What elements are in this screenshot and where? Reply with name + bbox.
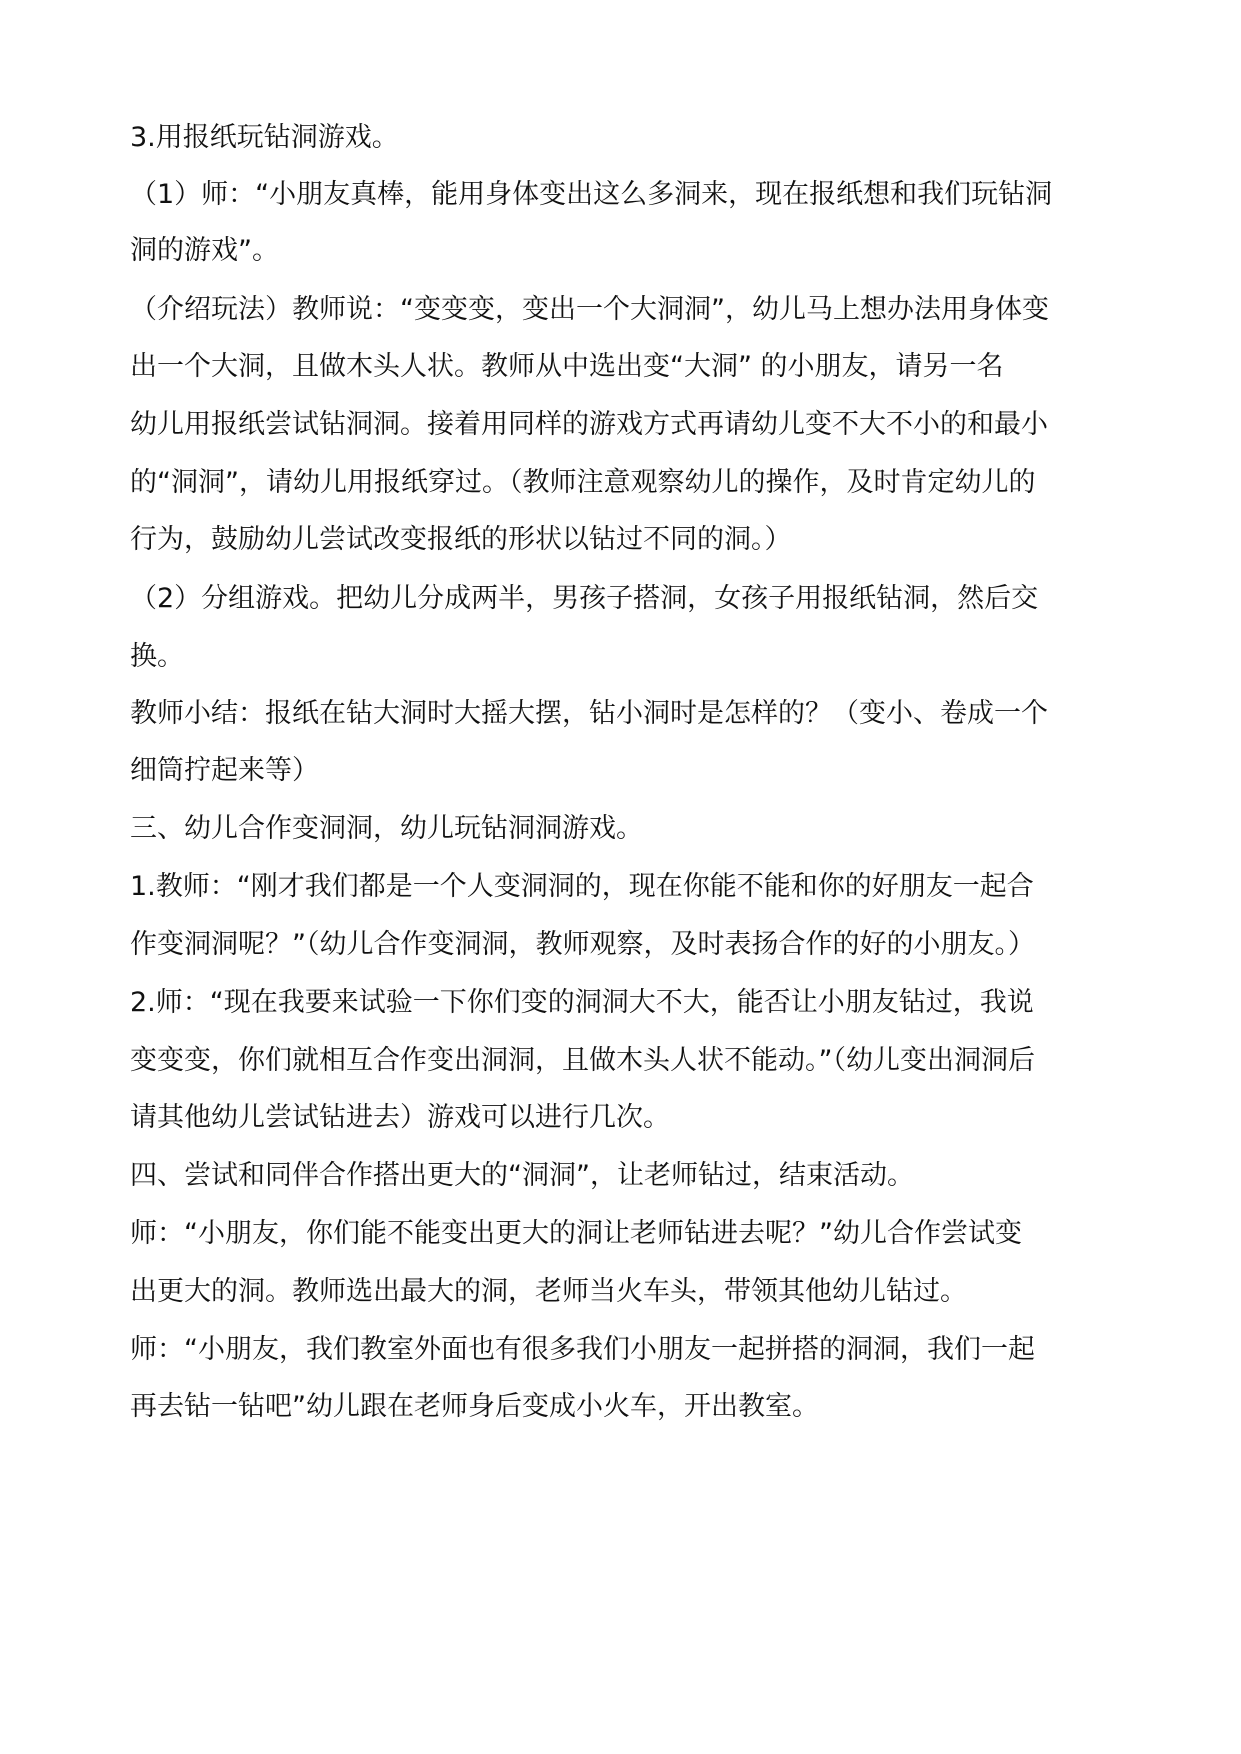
text-line-1: 3.用报纸玩钻洞游戏。	[130, 122, 399, 153]
text-line-4: （介绍玩法）教师说：“变变变，变出一个大洞洞”，幼儿马上想办法用身体变	[130, 294, 1049, 325]
text-line-15: 作变洞洞呢？”（幼儿合作变洞洞，教师观察，及时表扬合作的好的小朋友。）	[130, 929, 1035, 960]
text-line-20: 师：“小朋友，你们能不能变出更大的洞让老师钻进去呢？”幼儿合作尝试变	[130, 1218, 1022, 1249]
text-line-13: 三、幼儿合作变洞洞，幼儿玩钻洞洞游戏。	[130, 813, 643, 844]
text-line-12: 细筒拧起来等）	[130, 755, 319, 786]
text-line-5: 出一个大洞，且做木头人状。教师从中选出变“大洞” 的小朋友，请另一名	[130, 351, 1004, 382]
text-line-17: 变变变，你们就相互合作变出洞洞，且做木头人状不能动。”（幼儿变出洞洞后	[130, 1045, 1035, 1076]
text-line-19: 四、尝试和同伴合作搭出更大的“洞洞”，让老师钻过，结束活动。	[130, 1160, 914, 1191]
text-line-8: 行为，鼓励幼儿尝试改变报纸的形状以钻过不同的洞。）	[130, 524, 792, 555]
text-line-9: （2）分组游戏。把幼儿分成两半，男孩子搭洞，女孩子用报纸钻洞，然后交	[130, 583, 1039, 614]
text-line-3: 洞的游戏”。	[130, 235, 279, 266]
text-line-21: 出更大的洞。教师选出最大的洞，老师当火车头，带领其他幼儿钻过。	[130, 1276, 967, 1307]
text-line-16: 2.师：“现在我要来试验一下你们变的洞洞大不大，能否让小朋友钻过，我说	[130, 987, 1034, 1018]
text-line-6: 幼儿用报纸尝试钻洞洞。接着用同样的游戏方式再请幼儿变不大不小的和最小	[130, 409, 1048, 440]
text-line-22: 师：“小朋友，我们教室外面也有很多我们小朋友一起拼搭的洞洞，我们一起	[130, 1334, 1035, 1365]
text-line-11: 教师小结：报纸在钻大洞时大摇大摆，钻小洞时是怎样的？（变小、卷成一个	[130, 698, 1048, 729]
text-line-14: 1.教师：“刚才我们都是一个人变洞洞的，现在你能不能和你的好朋友一起合	[130, 871, 1034, 902]
text-line-18: 请其他幼儿尝试钻进去）游戏可以进行几次。	[130, 1102, 670, 1133]
text-line-7: 的“洞洞”，请幼儿用报纸穿过。（教师注意观察幼儿的操作，及时肯定幼儿的	[130, 467, 1036, 498]
text-line-2: （1）师：“小朋友真棒，能用身体变出这么多洞来，现在报纸想和我们玩钻洞	[130, 179, 1053, 210]
text-line-23: 再去钻一钻吧”幼儿跟在老师身后变成小火车，开出教室。	[130, 1391, 819, 1422]
text-line-10: 换。	[130, 641, 184, 672]
